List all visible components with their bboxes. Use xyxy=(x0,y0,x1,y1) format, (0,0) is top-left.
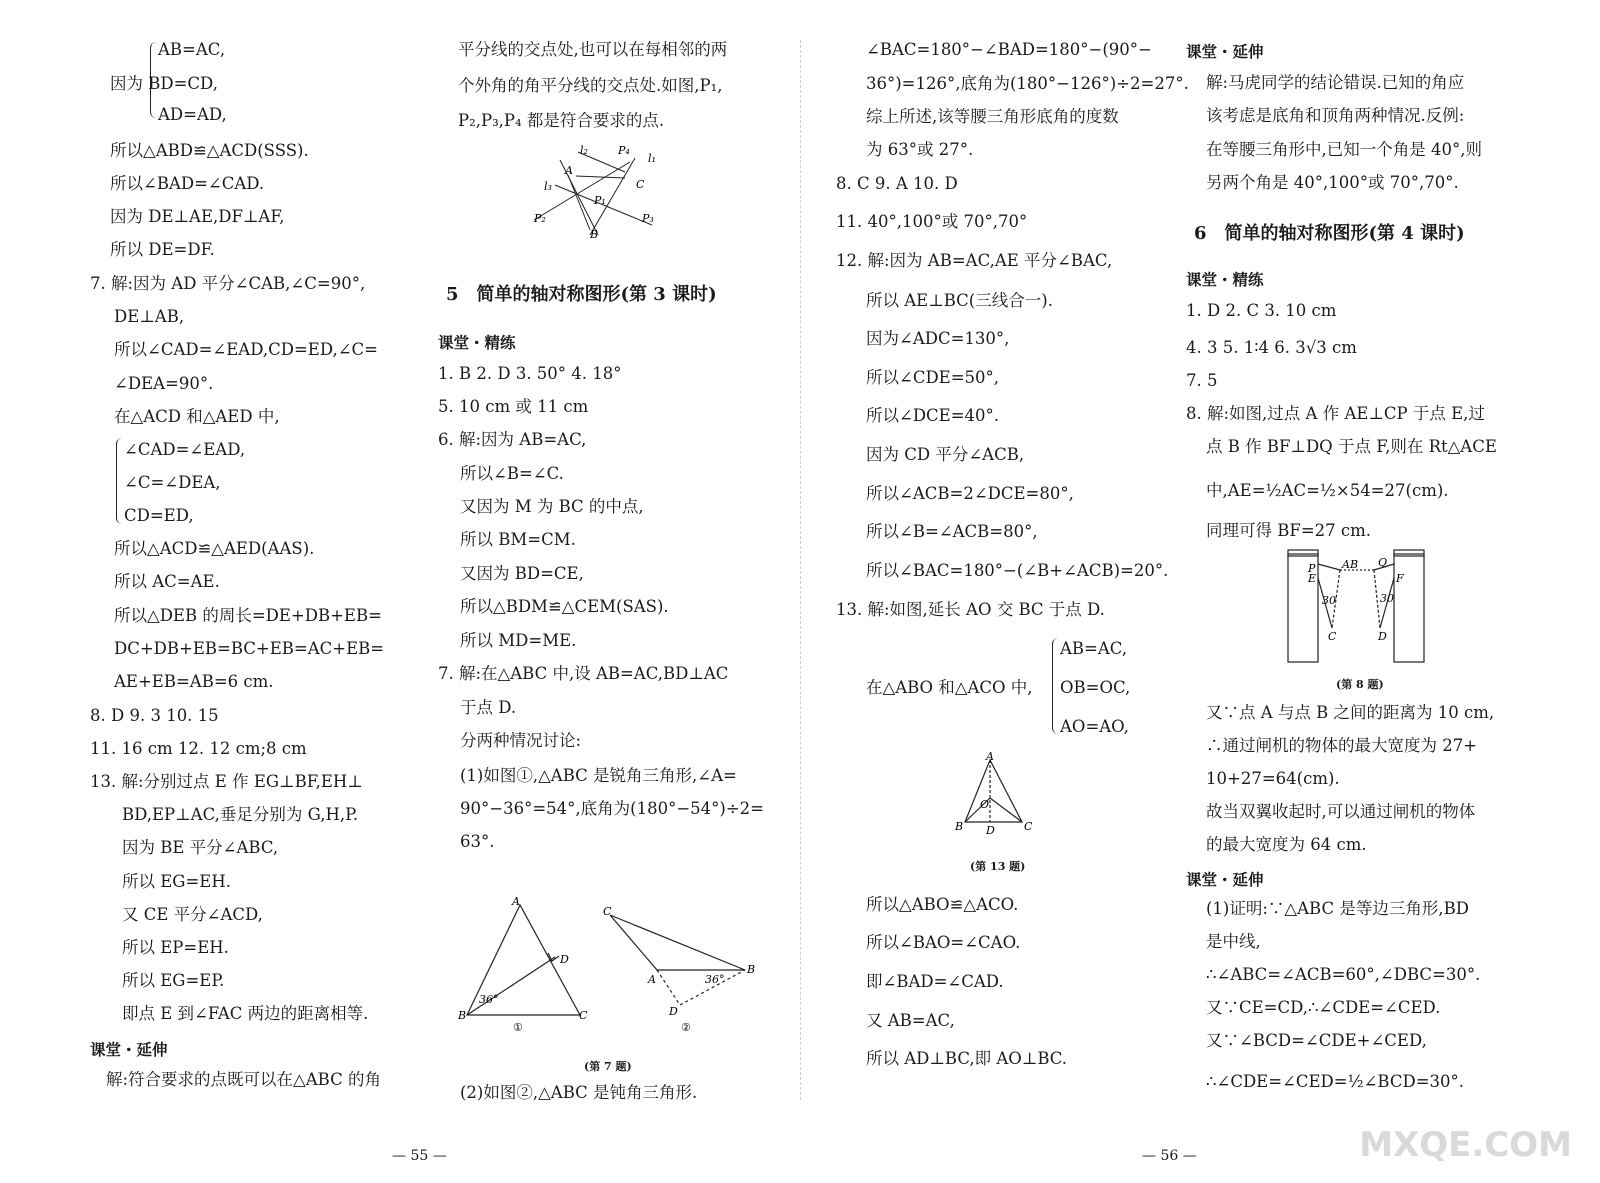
text-line: 11. 16 cm 12. 12 cm;8 cm xyxy=(90,739,307,758)
text-line: AO=AO, xyxy=(1060,717,1129,736)
text-line: ∠CAD=∠EAD, xyxy=(124,440,246,459)
text-line: 即∠BAD=∠CAD. xyxy=(866,972,1004,991)
text-line: 该考虑是底角和顶角两种情况.反例: xyxy=(1206,106,1465,125)
text-line: 因为 BD=CD, xyxy=(110,74,218,93)
label-ab: AB xyxy=(1342,558,1359,571)
text-line: 11. 40°,100°或 70°,70° xyxy=(836,212,1028,231)
section-heading: 课堂・延伸 xyxy=(1186,43,1264,61)
text-line: 综上所述,该等腰三角形底角的度数 xyxy=(866,107,1119,126)
text-line: BD,EP⊥AC,垂足分别为 G,H,P. xyxy=(122,805,359,824)
figure-problem-8-gate xyxy=(1282,548,1432,666)
text-line: 所以∠B=∠C. xyxy=(460,464,564,483)
text-line: (2)如图②,△ABC 是钝角三角形. xyxy=(460,1083,698,1102)
text-line: 8. C 9. A 10. D xyxy=(836,174,958,193)
text-line: DE⊥AB, xyxy=(114,307,185,326)
text-line: 又∵CE=CD,∴∠CDE=∠CED. xyxy=(1206,998,1441,1017)
section-heading: 课堂・延伸 xyxy=(1186,871,1264,889)
text-line: AB=AC, xyxy=(158,40,226,59)
text-line: ∴通过闸机的物体的最大宽度为 27+ xyxy=(1206,736,1478,755)
label-l2: l₂ xyxy=(580,144,588,157)
text-line: 所以△BDM≌△CEM(SAS). xyxy=(460,597,669,616)
label-q: Q xyxy=(1378,556,1388,569)
text-line: 90°−36°=54°,底角为(180°−54°)÷2= xyxy=(460,799,764,818)
label-p1: P₁ xyxy=(594,194,606,207)
text-line: 平分线的交点处,也可以在每相邻的两 xyxy=(458,40,728,59)
text-line: 所以∠ACB=2∠DCE=80°, xyxy=(866,484,1074,503)
text-line: 7. 解:因为 AD 平分∠CAB,∠C=90°, xyxy=(90,274,366,293)
text-line: 所以 DE=DF. xyxy=(110,240,215,259)
text-line: 所以 EG=EH. xyxy=(122,872,231,891)
section-heading: 课堂・精练 xyxy=(1186,271,1264,289)
text-line: 又∵点 A 与点 B 之间的距离为 10 cm, xyxy=(1206,703,1495,722)
text-line: CD=ED, xyxy=(124,506,194,525)
text-line: 解:马虎同学的结论错误.已知的角应 xyxy=(1206,73,1465,92)
label-p4: P₄ xyxy=(618,144,630,157)
text-line: 8. 解:如图,过点 A 作 AE⊥CP 于点 E,过 xyxy=(1186,404,1485,423)
label-c: C xyxy=(579,1009,588,1022)
label-p: P xyxy=(1308,562,1316,575)
figure-angle-bisectors xyxy=(530,140,660,240)
text-line: 8. D 9. 3 10. 15 xyxy=(90,706,219,725)
label-d2: D xyxy=(669,1005,678,1018)
label-a: A xyxy=(512,895,520,908)
text-line: AD=AD, xyxy=(158,105,227,124)
text-line: 所以△ABD≌△ACD(SSS). xyxy=(110,141,309,160)
text-line: 因为 CD 平分∠ACB, xyxy=(866,445,1025,464)
text-line: 所以 BM=CM. xyxy=(460,530,576,549)
brace-sss-13 xyxy=(1052,638,1059,734)
text-line: 因为 BE 平分∠ABC, xyxy=(122,838,279,857)
label-36-2: 36° xyxy=(705,973,725,986)
text-line: DC+DB+EB=BC+EB=AC+EB= xyxy=(114,639,385,658)
text-line: 7. 解:在△ABC 中,设 AB=AC,BD⊥AC xyxy=(438,664,729,683)
page-divider xyxy=(800,40,801,1100)
figure-problem-7 xyxy=(455,895,775,1035)
text-line: 1. B 2. D 3. 50° 4. 18° xyxy=(438,364,622,383)
text-line: 解:符合要求的点既可以在△ABC 的角 xyxy=(106,1070,381,1089)
page-number: — 55 — xyxy=(392,1148,447,1164)
figure-caption: (第 7 题) xyxy=(584,1060,632,1073)
label-d: D xyxy=(560,953,569,966)
text-line: 同理可得 BF=27 cm. xyxy=(1206,521,1372,540)
text-line: 所以△ABO≌△ACO. xyxy=(866,895,1019,914)
label-30-right: 30 xyxy=(1380,592,1394,605)
label-d: D xyxy=(1378,630,1387,643)
text-line: 中,AE=½AC=½×54=27(cm). xyxy=(1206,481,1449,500)
text-line: 所以∠BAD=∠CAD. xyxy=(110,174,265,193)
label-l3: l₃ xyxy=(544,180,552,193)
text-line: 所以 MD=ME. xyxy=(460,631,577,650)
text-line: 在△ABO 和△ACO 中, xyxy=(866,678,1033,697)
text-line: 在△ACD 和△AED 中, xyxy=(114,407,280,426)
label-p3: P₃ xyxy=(642,212,654,225)
text-line: 在等腰三角形中,已知一个角是 40°,则 xyxy=(1206,140,1482,159)
figure-problem-13 xyxy=(950,750,1040,840)
text-line: 4. 3 5. 1∶4 6. 3√3 cm xyxy=(1186,338,1357,357)
label-p2: P₂ xyxy=(534,212,546,225)
text-line: 所以∠BAO=∠CAO. xyxy=(866,933,1021,952)
label-c: C xyxy=(636,178,645,191)
page-number: — 56 — xyxy=(1142,1148,1197,1164)
text-line: 另两个角是 40°,100°或 70°,70°. xyxy=(1206,173,1459,192)
label-b: B xyxy=(458,1009,467,1022)
text-line: 所以△DEB 的周长=DE+DB+EB= xyxy=(114,606,382,625)
section-heading: 课堂・精练 xyxy=(438,334,516,352)
text-line: ∠BAC=180°−∠BAD=180°−(90°− xyxy=(866,40,1152,59)
section-title-5: 5 简单的轴对称图形(第 3 课时) xyxy=(446,284,717,305)
brace-aas xyxy=(116,438,123,524)
text-line: 所以∠CDE=50°, xyxy=(866,368,1000,387)
label-b: B xyxy=(590,228,599,240)
label-a2: A xyxy=(648,973,656,986)
label-f: F xyxy=(1396,572,1404,585)
label-c: C xyxy=(1328,630,1337,643)
text-line: 个外角的角平分线的交点处.如图,P₁, xyxy=(458,76,723,95)
text-line: 于点 D. xyxy=(460,698,517,717)
label-c2: C xyxy=(603,905,612,918)
text-line: 13. 解:分别过点 E 作 EG⊥BF,EH⊥ xyxy=(90,772,363,791)
text-line: 所以 AC=AE. xyxy=(114,572,220,591)
text-line: 所以 AE⊥BC(三线合一). xyxy=(866,291,1053,310)
text-line: 点 B 作 BF⊥DQ 于点 F,则在 Rt△ACE xyxy=(1206,437,1497,456)
text-line: 又 AB=AC, xyxy=(866,1011,955,1030)
text-line: ∠C=∠DEA, xyxy=(124,473,221,492)
text-line: 63°. xyxy=(460,832,495,851)
text-line: 所以 EP=EH. xyxy=(122,938,229,957)
text-line: 分两种情况讨论: xyxy=(460,731,582,750)
text-line: 因为 DE⊥AE,DF⊥AF, xyxy=(110,207,285,226)
text-line: ∴∠ABC=∠ACB=60°,∠DBC=30°. xyxy=(1206,965,1481,984)
text-line: AE+EB=AB=6 cm. xyxy=(114,672,274,691)
text-line: 所以 EG=EP. xyxy=(122,971,225,990)
text-line: 故当双翼收起时,可以通过闸机的物体 xyxy=(1206,802,1476,821)
label-30-left: 30 xyxy=(1322,594,1336,607)
text-line: 所以∠B=∠ACB=80°, xyxy=(866,522,1038,541)
text-line: 又 CE 平分∠ACD, xyxy=(122,905,263,924)
text-line: 又∵∠BCD=∠CDE+∠CED, xyxy=(1206,1031,1427,1050)
text-line: 因为∠ADC=130°, xyxy=(866,329,1010,348)
text-line: 36°)=126°,底角为(180°−126°)÷2=27°. xyxy=(866,74,1189,93)
text-line: 即点 E 到∠FAC 两边的距离相等. xyxy=(122,1004,369,1023)
label-a: A xyxy=(986,750,994,763)
label-c: C xyxy=(1024,820,1033,833)
text-line: 5. 10 cm 或 11 cm xyxy=(438,397,589,416)
text-line: AB=AC, xyxy=(1060,639,1128,658)
label-e: E xyxy=(1308,572,1317,585)
figure-caption: (第 13 题) xyxy=(970,860,1026,873)
section-heading: 课堂・延伸 xyxy=(90,1041,168,1059)
section-title-6: 6 简单的轴对称图形(第 4 课时) xyxy=(1194,223,1465,244)
text-line: ∠DEA=90°. xyxy=(114,374,214,393)
text-line: 12. 解:因为 AB=AC,AE 平分∠BAC, xyxy=(836,251,1113,270)
text-line: 又因为 BD=CE, xyxy=(460,564,584,583)
text-line: 的最大宽度为 64 cm. xyxy=(1206,835,1367,854)
watermark: MXQE.COM xyxy=(1359,1125,1572,1165)
text-line: 所以∠DCE=40°. xyxy=(866,406,1000,425)
text-line: 为 63°或 27°. xyxy=(866,140,974,159)
label-b: B xyxy=(955,820,964,833)
text-line: 6. 解:因为 AB=AC, xyxy=(438,430,587,449)
text-line: 13. 解:如图,延长 AO 交 BC 于点 D. xyxy=(836,600,1105,619)
text-line: 7. 5 xyxy=(1186,371,1218,390)
figure-caption: (第 8 题) xyxy=(1336,678,1384,691)
text-line: (1)如图①,△ABC 是锐角三角形,∠A= xyxy=(460,766,737,785)
label-o: O xyxy=(980,798,990,811)
text-line: 10+27=64(cm). xyxy=(1206,769,1340,788)
text-line: OB=OC, xyxy=(1060,678,1131,697)
label-d: D xyxy=(986,824,995,837)
text-line: (1)证明:∵△ABC 是等边三角形,BD xyxy=(1206,899,1469,918)
text-line: 又因为 M 为 BC 的中点, xyxy=(460,497,644,516)
text-line: P₂,P₃,P₄ 都是符合要求的点. xyxy=(458,111,665,130)
label-a: A xyxy=(565,164,573,177)
label-b2: B xyxy=(747,963,756,976)
text-line: 所以∠BAC=180°−(∠B+∠ACB)=20°. xyxy=(866,561,1169,580)
text-line: 所以△ACD≌△AED(AAS). xyxy=(114,539,315,558)
label-l1: l₁ xyxy=(648,152,656,165)
label-36-1: 36° xyxy=(479,993,499,1006)
text-line: 1. D 2. C 3. 10 cm xyxy=(1186,301,1337,320)
fig7-sub2: ② xyxy=(681,1021,691,1034)
text-line: 是中线, xyxy=(1206,932,1261,951)
text-line: 所以 AD⊥BC,即 AO⊥BC. xyxy=(866,1049,1068,1068)
text-line: 所以∠CAD=∠EAD,CD=ED,∠C= xyxy=(114,340,378,359)
text-line: ∴∠CDE=∠CED=½∠BCD=30°. xyxy=(1206,1072,1465,1091)
fig7-sub1: ① xyxy=(513,1021,523,1034)
